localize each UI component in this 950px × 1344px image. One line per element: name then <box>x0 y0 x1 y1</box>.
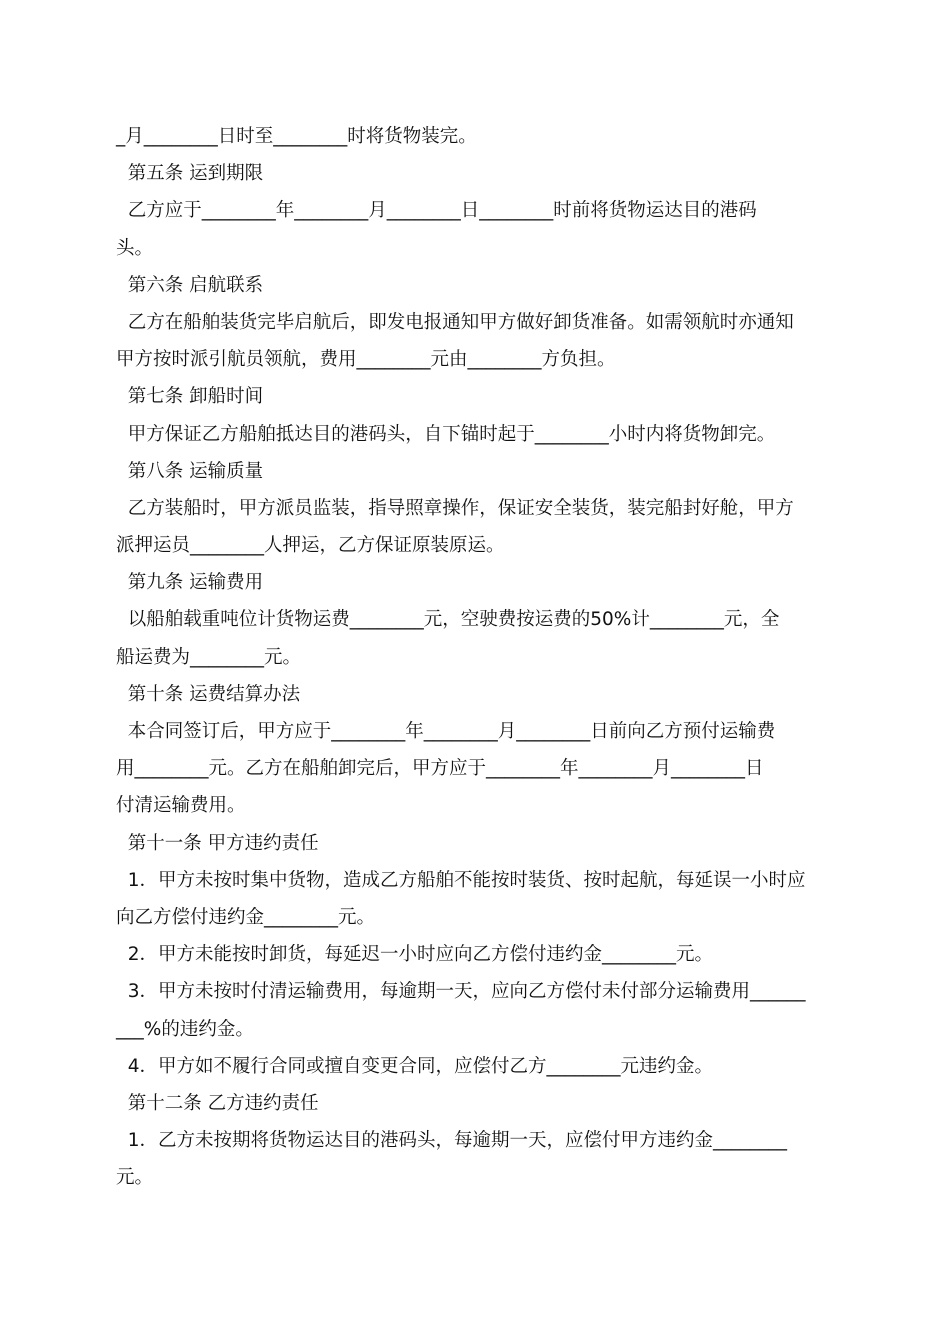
text-line: 头。 <box>116 237 154 259</box>
text-line: 1．甲方未按时集中货物，造成乙方船舶不能按时装货、按时起航，每延误一小时应 <box>116 869 806 891</box>
text-line: _月________日时至________时将货物装完。 <box>116 126 477 147</box>
text-line: ___%的违约金。 <box>116 1018 254 1040</box>
contract-text-body <box>116 118 836 1196</box>
text-line: 本合同签订后，甲方应于________年________月________日前向乙方预付运输费 <box>116 721 776 742</box>
text-line: 1．乙方未按期将货物运达目的港码头，每逾期一天，应偿付甲方违约金________ <box>116 1130 788 1152</box>
text-line: 甲方保证乙方船舶抵达目的港码头，自下锚时起于________小时内将货物卸完。 <box>116 423 776 445</box>
text-line: 4．甲方如不履行合同或擅自变更合同，应偿付乙方________元违约金。 <box>116 1055 714 1077</box>
article-5-heading: 第五条 运到期限 <box>116 163 264 185</box>
article-8-heading: 第八条 运输质量 <box>116 460 264 482</box>
text-line: 3．甲方未按时付清运输费用，每逾期一天，应向乙方偿付未付部分运输费用______ <box>116 981 806 1003</box>
text-line: 付清运输费用。 <box>116 795 246 817</box>
article-11-heading: 第十一条 甲方违约责任 <box>116 832 319 854</box>
text-line: 乙方在船舶装货完毕启航后，即发电报通知甲方做好卸货准备。如需领航时亦通知 <box>116 311 794 333</box>
article-7-heading: 第七条 卸船时间 <box>116 386 264 408</box>
text-line: 船运费为________元。 <box>116 646 302 668</box>
text-line: 乙方装船时，甲方派员监装，指导照章操作，保证安全装货，装完船封好舱，甲方 <box>116 497 794 519</box>
article-12-heading: 第十二条 乙方违约责任 <box>116 1092 319 1114</box>
text-line: 元。 <box>116 1167 154 1189</box>
text-line: 乙方应于________年________月________日________时前将货物运达目的港码 <box>116 200 757 222</box>
text-line: 甲方按时派引航员领航，费用________元由________方负担。 <box>116 349 616 371</box>
article-9-heading: 第九条 运输费用 <box>116 572 264 594</box>
text-line: 派押运员________人押运，乙方保证原装原运。 <box>116 535 505 557</box>
article-10-heading: 第十条 运费结算办法 <box>116 683 301 705</box>
text-line: 2．甲方未能按时卸货，每延迟一小时应向乙方偿付违约金________元。 <box>116 944 714 966</box>
text-line: 用________元。乙方在船舶卸完后，甲方应于________年________月________日 <box>116 758 764 780</box>
text-line: 向乙方偿付违约金________元。 <box>116 906 376 928</box>
text-line: 以船舶载重吨位计货物运费________元，空驶费按运费的50%计________元，全 <box>116 609 780 631</box>
article-6-heading: 第六条 启航联系 <box>116 274 264 296</box>
